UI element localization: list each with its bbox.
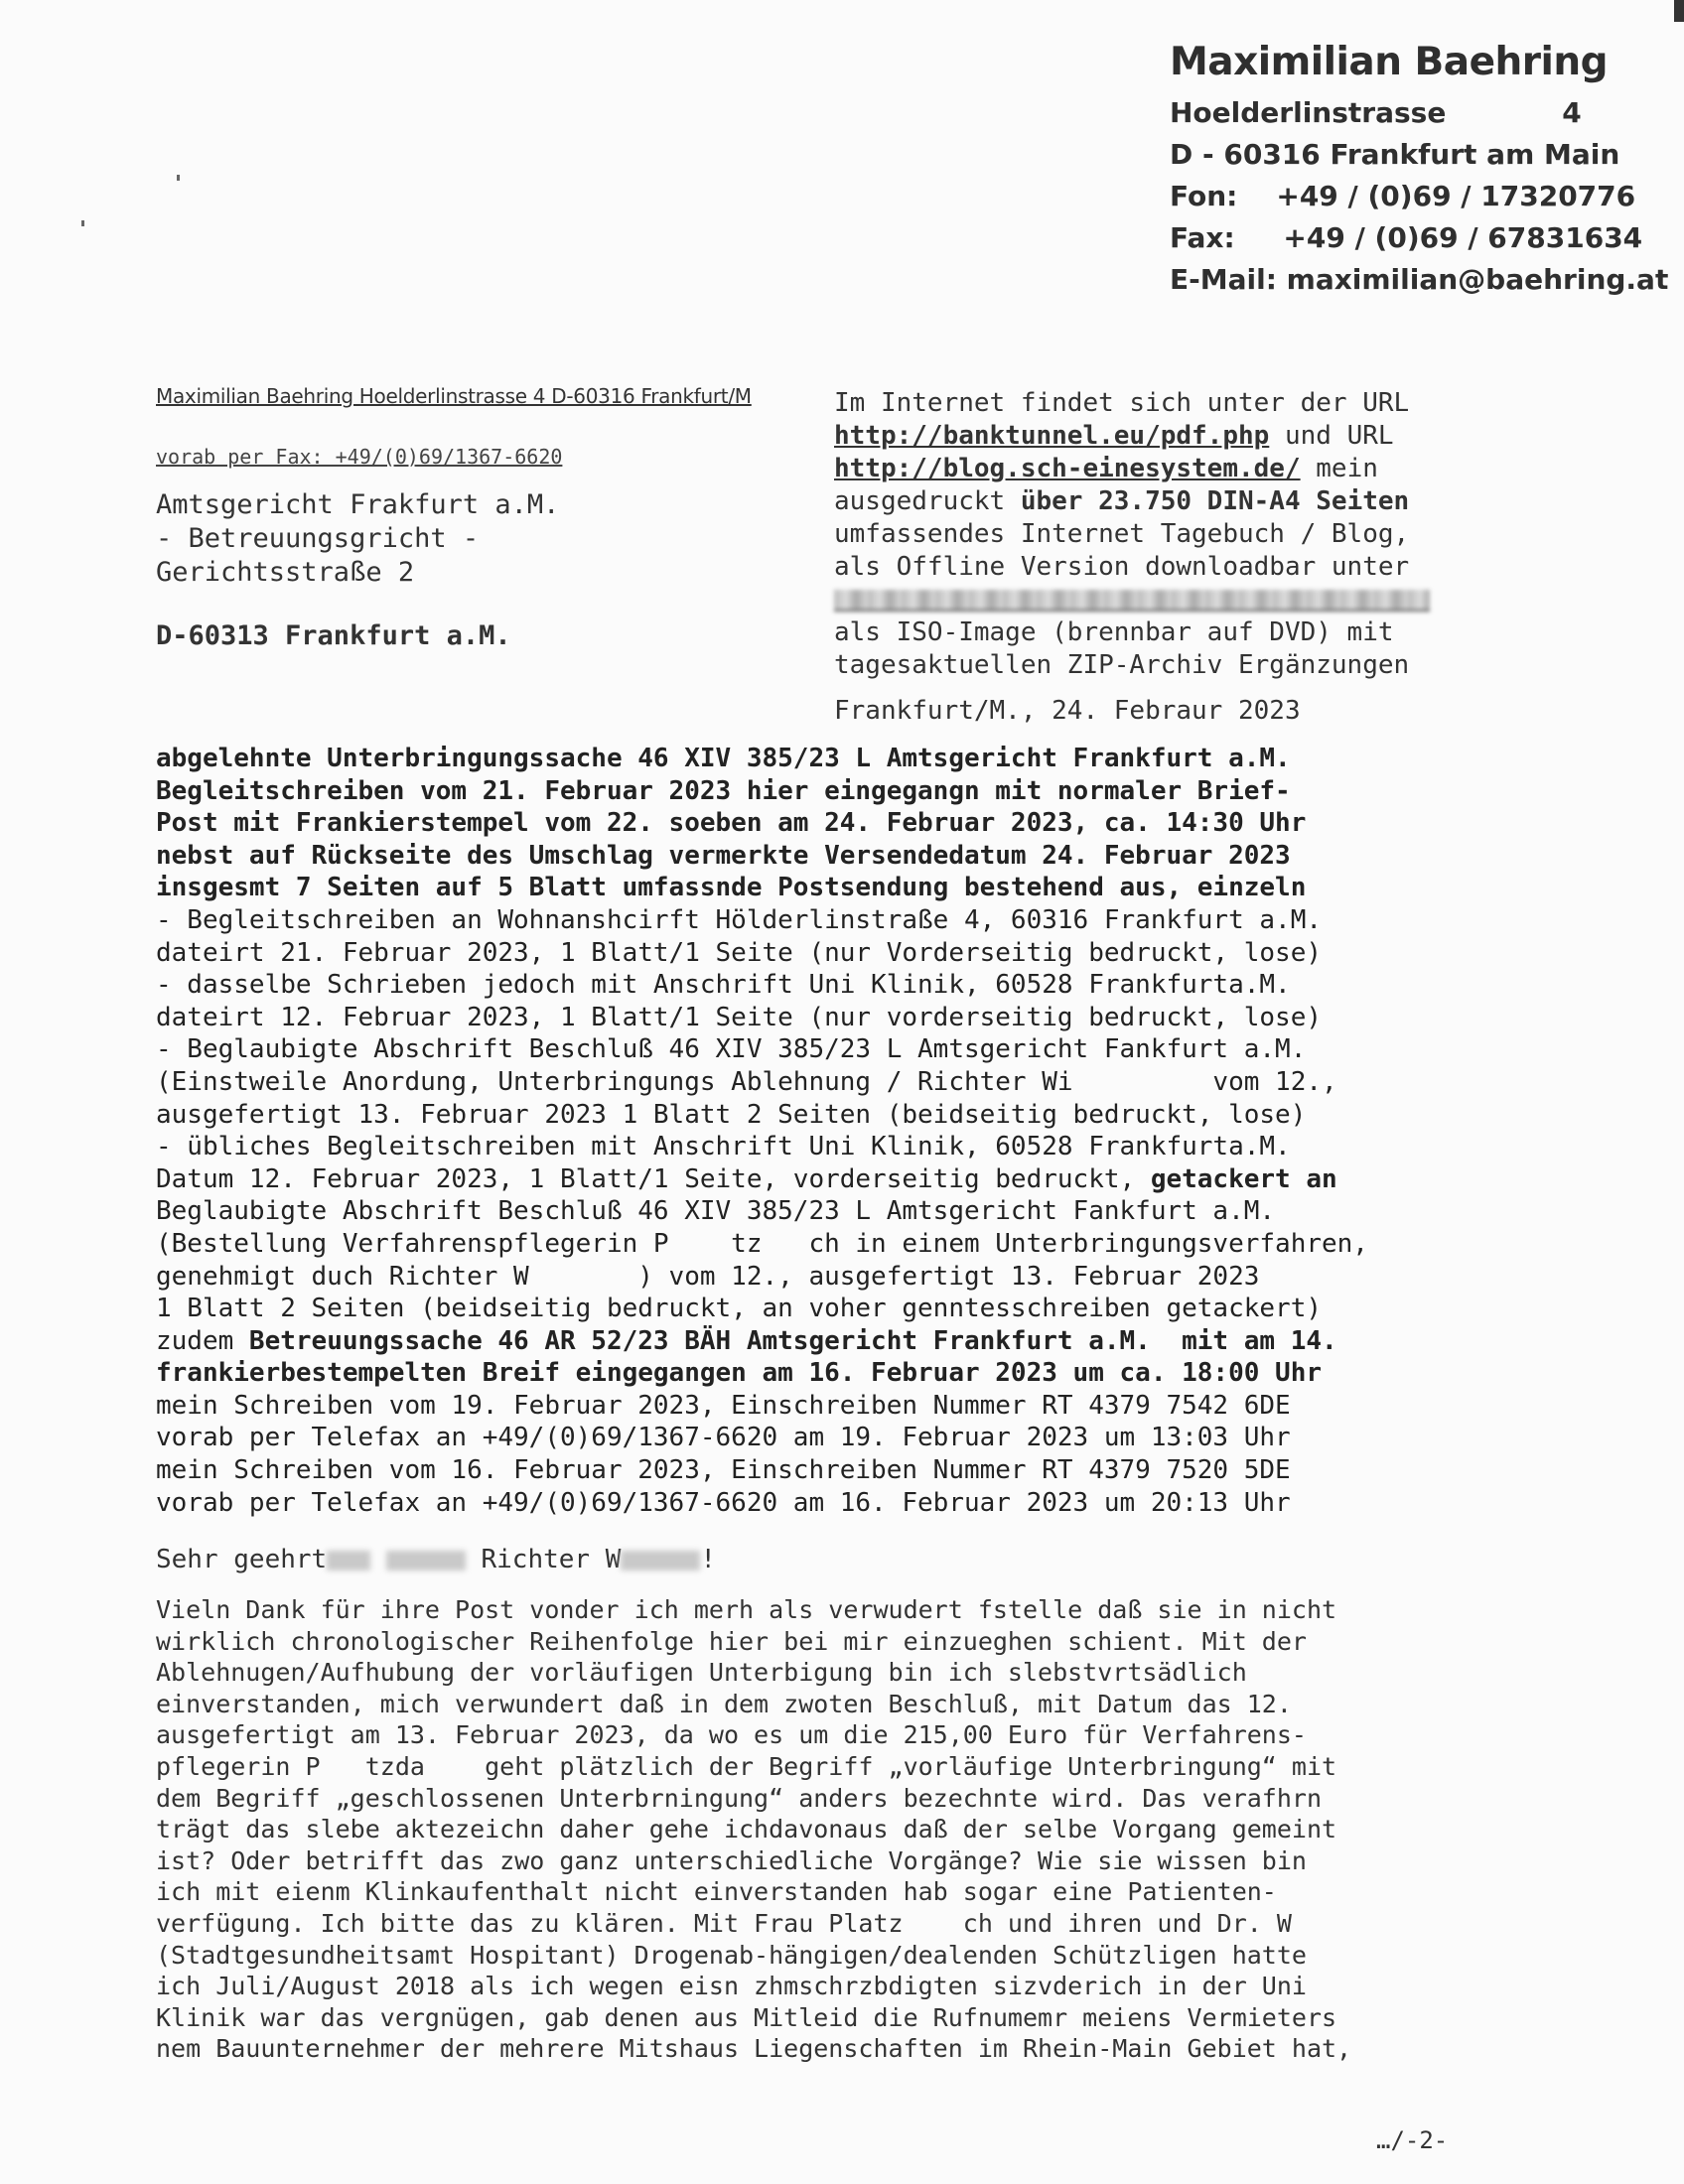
- subject-line-text: - Begleitschreiben an Wohnanshcirft Hölderlinstraße 4, 60316 Frankfurt a.M.: [156, 904, 1322, 935]
- subject-line-bold-tail: Betreuungssache 46 AR 52/23 BÄH Amtsgericht Frankfurt a.M. mit am 14.: [248, 1325, 1337, 1356]
- return-address: Maximilian Baehring Hoelderlinstrasse 4 D-60316 Frankfurt/M: [156, 384, 752, 408]
- redacted-word: [386, 1551, 466, 1570]
- subject-line: [156, 840, 1516, 873]
- subject-line: [156, 1293, 1516, 1325]
- redacted-word: [327, 1551, 370, 1570]
- subject-line-text: Datum 12. Februar 2023, 1 Blatt/1 Seite, vorderseitig bedruckt,: [156, 1163, 1151, 1194]
- subject-line-text: Begleitschreiben vom 21. Februar 2023 hier eingegangn mit normaler Brief-: [156, 775, 1291, 806]
- subject-line-text: 1 Blatt 2 Seiten (beidseitig bedruckt, an voher genntesschreiben getackert): [156, 1294, 1322, 1324]
- subject-line-text: - Beglaubigte Abschrift Beschluß 46 XIV 385/23 L Amtsgericht Fankfurt a.M.: [156, 1034, 1307, 1065]
- body-text: [156, 1594, 1516, 2065]
- scan-speck: [177, 175, 180, 181]
- letter-date: Frankfurt/M., 24. Febraur 2023: [834, 696, 1301, 726]
- subject-line: [156, 1066, 1516, 1099]
- recipient-line3: Gerichtsstraße 2: [156, 557, 415, 588]
- info-url-line1: [834, 420, 1509, 453]
- body-line: ich mit eienm Klinkaufenthalt nicht einverstanden hab sogar eine Patienten-: [156, 1877, 1277, 1907]
- scan-speck: [81, 220, 84, 226]
- body-line: ist? Oder betrifft das zwo ganz unterschiedliche Vorgänge? Wie sie wissen bin: [156, 1845, 1307, 1875]
- salutation: [156, 1545, 716, 1574]
- subject-line: [156, 1454, 1516, 1487]
- sender-name: Maximilian Baehring: [1170, 40, 1609, 84]
- subject-line: [156, 1195, 1516, 1228]
- subject-line-bold-tail: getackert an: [1150, 1163, 1337, 1194]
- info-mein: mein: [1300, 454, 1378, 483]
- subject-line: [156, 743, 1516, 775]
- sender-email: E-Mail: maximilian@baehring.at: [1170, 263, 1669, 296]
- subject-line-text: dateirt 12. Februar 2023, 1 Blatt/1 Seite (nur vorderseitig bedruckt, lose): [156, 1002, 1322, 1032]
- page-continuation: …/-2-: [1376, 2126, 1449, 2154]
- body-line: dem Begriff „geschlossenen Unterbrningung“ anders bezechnte wird. Das verafhrn: [156, 1783, 1322, 1813]
- body-line: pflegerin P tzda geht plätzlich der Begriff „vorläufige Unterbringung“ mit: [156, 1751, 1337, 1781]
- subject-line-text: (Bestellung Verfahrenspflegerin P tz ch in einem Unterbringungsverfahren,: [156, 1228, 1368, 1259]
- info-url-line2: [834, 453, 1509, 485]
- subject-line-text: - übliches Begleitschreiben mit Anschrift Uni Klinik, 60528 Frankfurta.M.: [156, 1132, 1291, 1162]
- subject-line-text: dateirt 21. Februar 2023, 1 Blatt/1 Seite (nur Vorderseitig bedruckt, lose): [156, 937, 1322, 968]
- subject-block: [156, 743, 1516, 1519]
- sender-fax: +49 / (0)69 / 67831634: [1283, 221, 1643, 254]
- body-line: ausgefertigt am 13. Februar 2023, da wo es um die 215,00 Euro für Verfahrens-: [156, 1720, 1307, 1750]
- redacted-url: [834, 590, 1430, 612]
- salutation-mid: Richter W: [481, 1545, 622, 1574]
- subject-line-text: Beglaubigte Abschrift Beschluß 46 XIV 385/23 L Amtsgericht Fankfurt a.M.: [156, 1196, 1276, 1227]
- phone-label: Fon:: [1170, 180, 1238, 212]
- body-line: nem Bauunternehmer der mehrere Mitshaus Liegenschaften im Rhein-Main Gebiet hat,: [156, 2034, 1352, 2064]
- recipient-line1: Amtsgericht Frakfurt a.M.: [156, 489, 560, 520]
- subject-line-text: (Einstweile Anordung, Unterbringungs Ablehnung / Richter Wi vom 12.,: [156, 1066, 1337, 1097]
- subject-line: [156, 1228, 1516, 1261]
- subject-line-text: frankierbestempelten Breif eingegangen am 16. Februar 2023 um ca. 18:00 Uhr: [156, 1358, 1322, 1389]
- url-blog-link[interactable]: http://blog.sch-einesystem.de/: [834, 454, 1301, 483]
- sender-city: D - 60316 Frankfurt am Main: [1170, 138, 1620, 171]
- subject-line: [156, 1002, 1516, 1034]
- info-line5: umfassendes Internet Tagebuch / Blog,: [834, 519, 1410, 549]
- body-line: Ablehnugen/Aufhubung der vorläufigen Unterbigung bin ich slebstvrtsädlich: [156, 1658, 1247, 1688]
- subject-line-text: zudem: [156, 1325, 249, 1356]
- sender-street: Hoelderlinstrasse: [1170, 96, 1447, 129]
- info-line9: tagesaktuellen ZIP-Archiv Ergänzungen: [834, 650, 1410, 680]
- subject-line: [156, 1261, 1516, 1294]
- body-line: trägt das slebe aktezeichn daher gehe ichdavonaus daß der selbe Vorgang gemeint: [156, 1815, 1337, 1844]
- info-block: [834, 387, 1509, 682]
- recipient-city: D-60313 Frankfurt a.M.: [156, 620, 511, 651]
- subject-line: [156, 1163, 1516, 1196]
- info-line6: als Offline Version downloadbar unter: [834, 552, 1410, 582]
- salutation-start: Sehr geehrt: [156, 1545, 328, 1574]
- body-line: einverstanden, mich verwundert daß in dem zwoten Beschluß, mit Datum das 12.: [156, 1689, 1292, 1718]
- subject-line: [156, 1325, 1516, 1358]
- subject-line-text: genehmigt duch Richter W ) vom 12., ausgefertigt 13. Februar 2023: [156, 1261, 1260, 1292]
- info-and-url: und URL: [1269, 421, 1394, 451]
- sender-letterhead: [1170, 40, 1668, 301]
- subject-line: [156, 904, 1516, 937]
- subject-line: [156, 1487, 1516, 1520]
- recipient-line2: - Betreuungsgricht -: [156, 523, 480, 554]
- subject-line-text: ausgefertigt 13. Februar 2023 1 Blatt 2 Seiten (beidseitig bedruckt, lose): [156, 1099, 1307, 1130]
- fax-note: vorab per Fax: +49/(0)69/1367-6620: [156, 445, 563, 469]
- subject-line: [156, 1390, 1516, 1423]
- subject-line: [156, 1131, 1516, 1163]
- subject-line: [156, 872, 1516, 904]
- info-line1: Im Internet findet sich unter der URL: [834, 388, 1410, 418]
- subject-line-text: Post mit Frankierstempel vom 22. soeben am 24. Februar 2023, ca. 14:30 Uhr: [156, 808, 1307, 839]
- subject-line: [156, 1033, 1516, 1066]
- redacted-name: [621, 1551, 700, 1570]
- body-line: verfügung. Ich bitte das zu klären. Mit Frau Platz ch und ihren und Dr. W: [156, 1908, 1292, 1938]
- subject-line: [156, 775, 1516, 808]
- url-banktunnel-link[interactable]: http://banktunnel.eu/pdf.php: [834, 421, 1270, 451]
- subject-line-text: - dasselbe Schrieben jedoch mit Anschrift Uni Klinik, 60528 Frankfurta.M.: [156, 970, 1291, 1001]
- body-line: Klinik war das vergnügen, gab denen aus Mitleid die Rufnumemr meiens Vermieters: [156, 2002, 1337, 2032]
- subject-line: [156, 1357, 1516, 1390]
- body-line: (Stadtgesundheitsamt Hospitant) Drogenab-hängigen/dealenden Schützligen hatte: [156, 1940, 1307, 1970]
- sender-fax-line: [1170, 217, 1668, 259]
- subject-line-text: nebst auf Rückseite des Umschlag vermerkte Versendedatum 24. Februar 2023: [156, 840, 1291, 871]
- body-line: wirklich chronologischer Reihenfolge hier bei mir einzueghen schient. Mit der: [156, 1626, 1307, 1656]
- sender-house-number: 4: [1562, 96, 1582, 129]
- subject-line: [156, 969, 1516, 1002]
- subject-line-text: mein Schreiben vom 16. Februar 2023, Einschreiben Nummer RT 4379 7520 5DE: [156, 1455, 1291, 1486]
- sender-phone: +49 / (0)69 / 17320776: [1276, 180, 1636, 212]
- subject-line: [156, 1099, 1516, 1132]
- subject-line: [156, 1422, 1516, 1454]
- recipient-address: [156, 488, 559, 653]
- info-line8: als ISO-Image (brennbar auf DVD) mit: [834, 617, 1394, 647]
- salutation-end: !: [700, 1545, 717, 1574]
- page-edge: [1674, 0, 1684, 22]
- subject-line-text: abgelehnte Unterbringungssache 46 XIV 385/23 L Amtsgericht Frankfurt a.M.: [156, 744, 1291, 773]
- subject-line-text: vorab per Telefax an +49/(0)69/1367-6620 am 16. Februar 2023 um 20:13 Uhr: [156, 1487, 1291, 1518]
- subject-line: [156, 807, 1516, 840]
- info-pages-line: [834, 485, 1509, 518]
- info-pages-count: über 23.750 DIN-A4 Seiten: [1020, 486, 1410, 516]
- fax-label: Fax:: [1170, 221, 1235, 254]
- sender-street-line: [1170, 92, 1668, 134]
- subject-line-text: vorab per Telefax an +49/(0)69/1367-6620 am 19. Februar 2023 um 13:03 Uhr: [156, 1423, 1291, 1453]
- redacted-url-line: [834, 584, 1509, 616]
- subject-line: [156, 937, 1516, 970]
- body-line: ich Juli/August 2018 als ich wegen eisn zhmschrzbdigten sizvderich in der Uni: [156, 1972, 1307, 2001]
- subject-line-text: mein Schreiben vom 19. Februar 2023, Einschreiben Nummer RT 4379 7542 6DE: [156, 1390, 1291, 1421]
- body-line: Vieln Dank für ihre Post vonder ich merh als verwudert fstelle daß sie in nicht: [156, 1595, 1337, 1624]
- info-ausgedruckt: ausgedruckt: [834, 486, 1021, 516]
- sender-phone-line: [1170, 176, 1668, 217]
- subject-line-text: insgesmt 7 Seiten auf 5 Blatt umfassnde Postsendung bestehend aus, einzeln: [156, 873, 1307, 903]
